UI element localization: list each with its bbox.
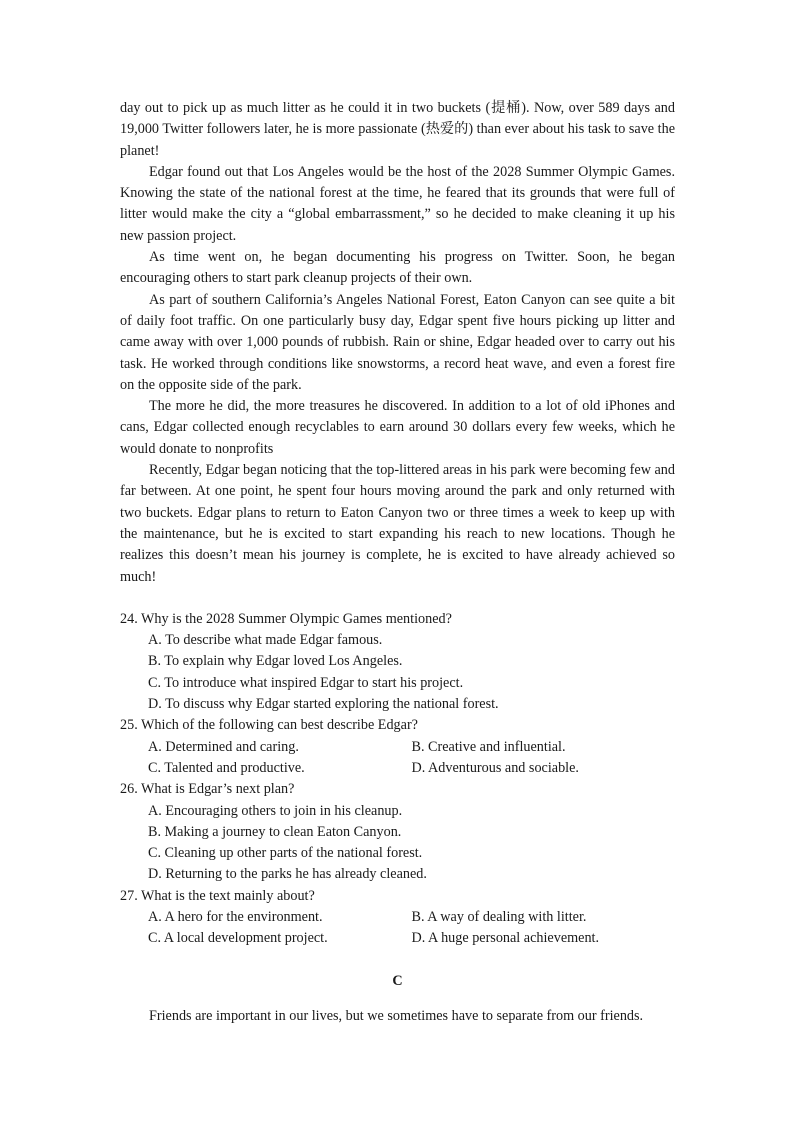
question-24	[120, 609, 675, 715]
question-27	[120, 886, 675, 950]
question-26	[120, 779, 675, 885]
passage-paragraph: Recently, Edgar began noticing that the top-littered areas in his park were becoming few and far between. At one point, he spent four hours moving around the park and only returned with two buckets. Edgar plans to return to Eaton Canyon two or three times a week to keep up with the maintenance, but he is excited to start expanding his reach to new locations. Though he realizes this doesn’t mean his journey is complete, he is excited to have already achieved so much!	[120, 462, 675, 585]
passage-paragraph: Edgar found out that Los Angeles would be the host of the 2028 Summer Olympic Games. Knowing the state of the national forest at the time, he feared that its grounds that were full of litter would make the city a “global embarrassment,” so he decided to make cleaning it up his new passion project.	[120, 163, 675, 244]
option-row	[148, 907, 675, 928]
option-list	[120, 801, 675, 886]
option-d: D. A huge personal achievement.	[411, 930, 600, 947]
question-list	[120, 609, 675, 950]
passage-paragraph: day out to pick up as much litter as he could it in two buckets (提桶). Now, over 589 days and 19,000 Twitter followers later, he is more passionate (热爱的) than ever about his task to save the planet!	[120, 100, 675, 159]
option-d: D. Adventurous and sociable.	[411, 759, 579, 776]
option-a: A. To describe what made Edgar famous.	[148, 632, 383, 649]
question-25	[120, 715, 675, 779]
option-row	[148, 758, 675, 779]
exam-page	[120, 98, 675, 1027]
option-list	[120, 907, 675, 950]
passage-paragraph: Friends are important in our lives, but we sometimes have to separate from our friends.	[149, 1008, 644, 1025]
option-c: C. Cleaning up other parts of the national forest.	[148, 845, 423, 862]
option-c: C. Talented and productive.	[148, 759, 305, 776]
reading-passage	[120, 98, 675, 588]
section-heading: C	[392, 972, 403, 989]
option-a: A. Encouraging others to join in his cleanup.	[148, 802, 403, 819]
question-stem: 26. What is Edgar’s next plan?	[120, 781, 295, 798]
question-stem: 24. Why is the 2028 Summer Olympic Games mentioned?	[120, 610, 452, 627]
option-row	[148, 928, 675, 949]
option-d: D. To discuss why Edgar started exploring the national forest.	[148, 696, 499, 713]
question-stem: 27. What is the text mainly about?	[120, 887, 315, 904]
question-stem: 25. Which of the following can best describe Edgar?	[120, 717, 418, 734]
option-list	[120, 630, 675, 715]
passage-paragraph: As part of southern California’s Angeles National Forest, Eaton Canyon can see quite a bit of daily foot traffic. On one particularly busy day, Edgar spent five hours picking up litter and came away with over 1,000 pounds of rubbish. Rain or shine, Edgar headed over to carry out his task. He worked through conditions like snowstorms, a record heat wave, and even a forest fire on the opposite side of the park.	[120, 291, 675, 393]
option-list	[120, 737, 675, 780]
option-b: B. Creative and influential.	[411, 738, 566, 755]
option-row	[148, 737, 675, 758]
option-b: B. To explain why Edgar loved Los Angeles.	[148, 653, 403, 670]
passage-paragraph: As time went on, he began documenting his progress on Twitter. Soon, he began encouraging others to start park cleanup projects of their own.	[120, 249, 675, 287]
option-a: A. A hero for the environment.	[148, 908, 323, 925]
option-c: C. To introduce what inspired Edgar to start his project.	[148, 674, 464, 691]
section-c	[120, 971, 675, 1028]
passage-paragraph: The more he did, the more treasures he discovered. In addition to a lot of old iPhones and cans, Edgar collected enough recyclables to earn around 30 dollars every few weeks, which he would donate to nonprofits	[120, 398, 675, 457]
option-b: B. Making a journey to clean Eaton Canyon.	[148, 823, 402, 840]
option-d: D. Returning to the parks he has already cleaned.	[148, 866, 427, 883]
option-a: A. Determined and caring.	[148, 738, 299, 755]
option-c: C. A local development project.	[148, 930, 328, 947]
option-b: B. A way of dealing with litter.	[411, 908, 587, 925]
